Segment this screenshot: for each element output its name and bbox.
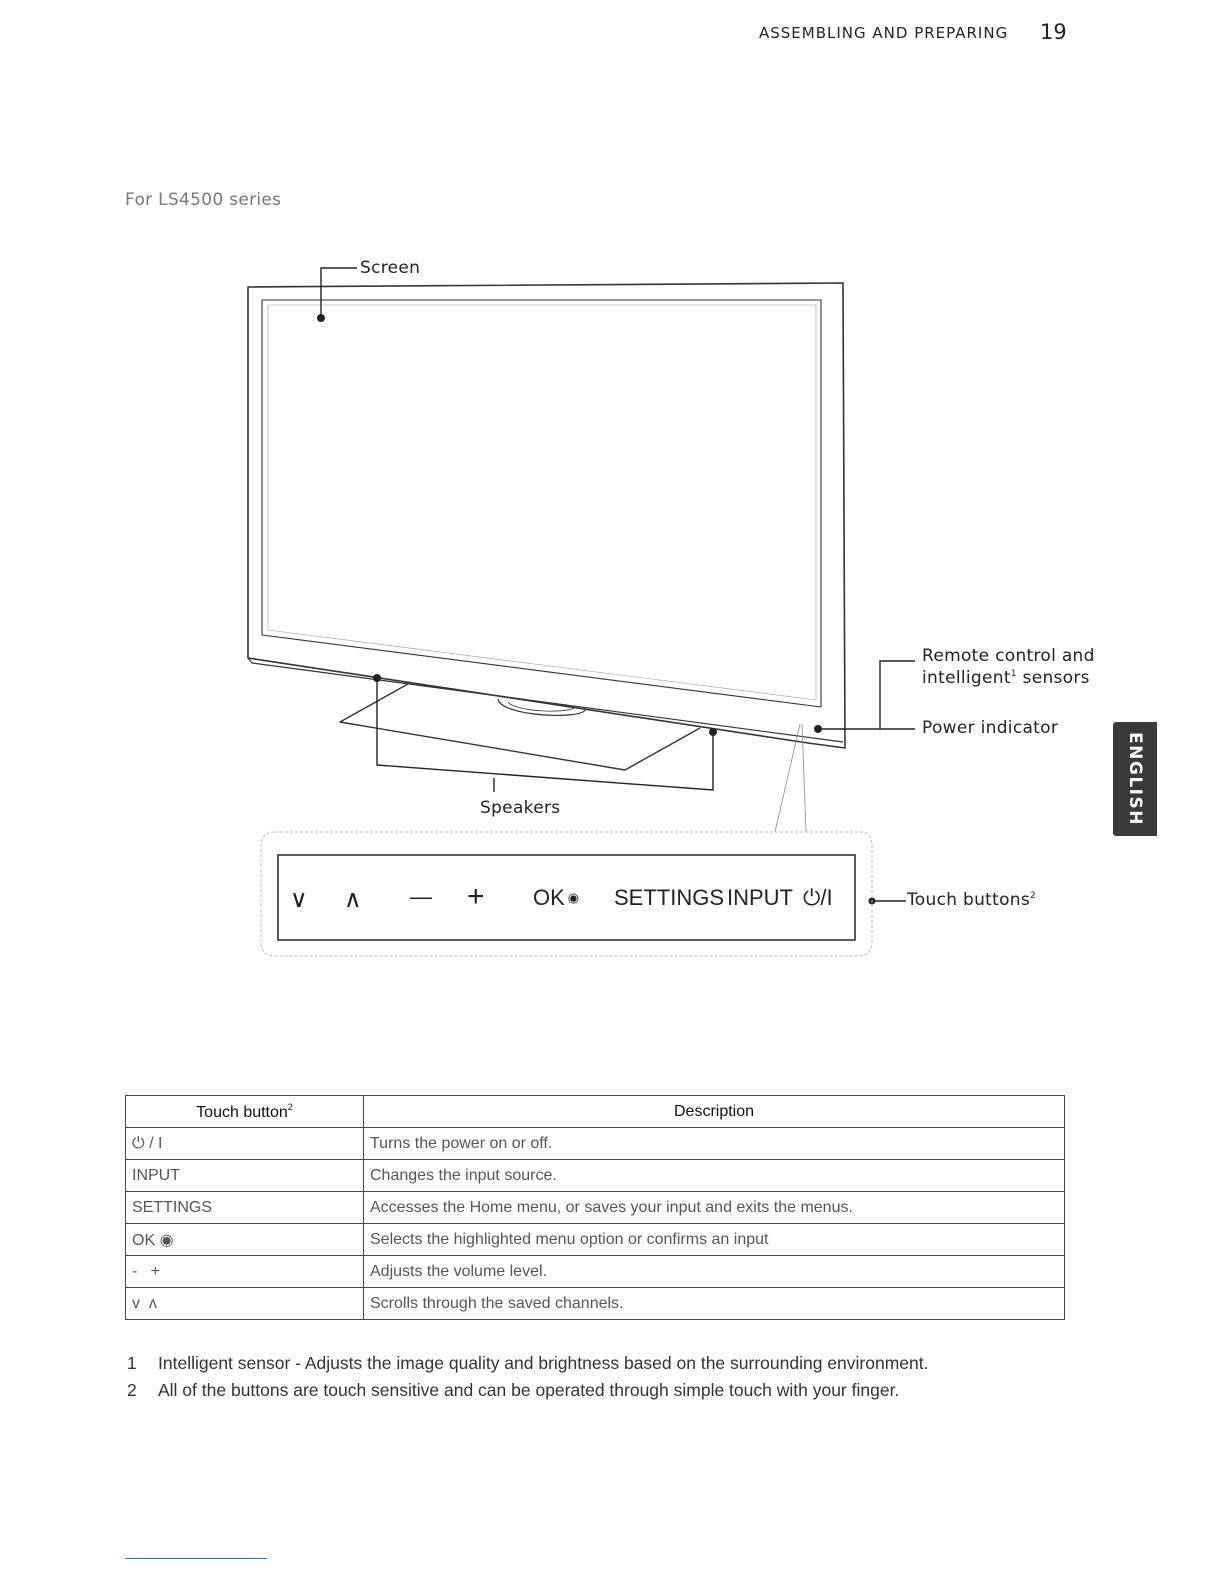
- table-header-row: [126, 1096, 1065, 1128]
- touch-buttons-label: [907, 890, 1036, 910]
- table-row: [126, 1256, 1065, 1288]
- table-cell-button: INPUT: [126, 1160, 364, 1192]
- power-indicator-label: Power indicator: [922, 718, 1059, 738]
- footnote-ref-1: 1: [1010, 669, 1017, 679]
- language-tab-text: ENGLISH: [1125, 732, 1145, 826]
- ok-text: OK: [533, 885, 565, 910]
- table-cell-description: Accesses the Home menu, or saves your input and exits the menus.: [364, 1192, 1065, 1224]
- touch-button-header-text: Touch button: [196, 1103, 288, 1121]
- remote-sensor-label-line2: [922, 668, 1090, 688]
- footnote-1: [127, 1350, 928, 1377]
- footnote-number: 1: [127, 1353, 137, 1373]
- volume-down-button-glyph: —: [410, 884, 432, 909]
- footnote-2: [127, 1377, 928, 1404]
- footnotes: [127, 1350, 928, 1404]
- language-tab: [1113, 722, 1157, 836]
- footnote-text: Intelligent sensor - Adjusts the image quality and brightness based on the surrounding environment.: [158, 1353, 929, 1373]
- table-cell-button: ⏻ / I: [126, 1128, 364, 1160]
- ok-button-glyph: [533, 885, 579, 911]
- table-cell-description: Turns the power on or off.: [364, 1128, 1065, 1160]
- table-cell-description: Scrolls through the saved channels.: [364, 1288, 1065, 1320]
- intelligent-text: intelligent: [922, 668, 1011, 688]
- table-cell-button: OK ◉: [126, 1224, 364, 1256]
- table-cell-button: SETTINGS: [126, 1192, 364, 1224]
- table-row: [126, 1192, 1065, 1224]
- remote-sensor-label-line1: Remote control and: [922, 646, 1095, 666]
- tv-stand: [340, 684, 700, 770]
- model-series-subtitle: For LS4500 series: [125, 190, 282, 210]
- page-number: 19: [1040, 20, 1067, 44]
- table-cell-description: Selects the highlighted menu option or confirms an input: [364, 1224, 1065, 1256]
- table-row: [126, 1224, 1065, 1256]
- footnote-ref-2: 2: [1030, 891, 1037, 901]
- table-cell-description: Changes the input source.: [364, 1160, 1065, 1192]
- ok-dot-icon: ◉: [567, 890, 580, 905]
- footnote-number: 2: [127, 1380, 137, 1400]
- table-header-touch-button: [126, 1096, 364, 1128]
- table-cell-button: - +: [126, 1256, 364, 1288]
- table-row: [126, 1288, 1065, 1320]
- speakers-label: Speakers: [480, 798, 561, 818]
- channel-up-button-glyph: ∧: [344, 886, 362, 913]
- screen-label: Screen: [360, 258, 421, 278]
- tv-frame: [248, 283, 845, 748]
- input-button-glyph: INPUT: [727, 885, 793, 910]
- footnote-ref-2-table: 2: [287, 1101, 293, 1112]
- table-row: [126, 1160, 1065, 1192]
- channel-down-button-glyph: ∨: [290, 886, 308, 913]
- footnote-text: All of the buttons are touch sensitive and can be operated through simple touch with your finger.: [158, 1380, 900, 1400]
- power-button-glyph: ⏻/I: [803, 885, 833, 910]
- volume-up-button-glyph: +: [467, 880, 485, 913]
- table-cell-button: v ʌ: [126, 1288, 364, 1320]
- touch-buttons-text: Touch buttons: [907, 890, 1031, 910]
- footer-divider: [125, 1558, 267, 1559]
- settings-button-glyph: SETTINGS: [614, 885, 725, 910]
- table-header-description: Description: [364, 1096, 1065, 1128]
- table-cell-description: Adjusts the volume level.: [364, 1256, 1065, 1288]
- touch-button-table: [125, 1095, 1065, 1320]
- tv-screen-area: [262, 300, 821, 707]
- sensors-text: sensors: [1016, 668, 1090, 688]
- page-section-title: ASSEMBLING AND PREPARING: [759, 24, 1009, 42]
- table-row: [126, 1128, 1065, 1160]
